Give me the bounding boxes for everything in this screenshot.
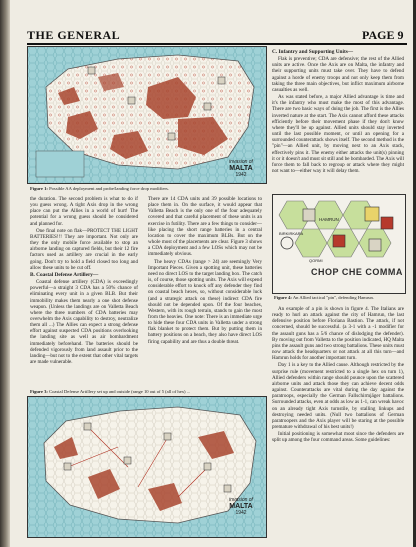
section-heading: C. Infantry and Supporting Units— <box>272 49 354 55</box>
article-column-3 <box>272 48 404 175</box>
figure-3-caption <box>30 389 265 394</box>
hex-label-hamrun: HAMRUN <box>319 217 339 222</box>
figure-1-map <box>27 46 267 184</box>
figure-4-caption <box>274 295 404 300</box>
paragraph: Day 1 is a key to the Allied cause. Although restricted by the surprise rule (movement restricted to a single hex on turn 1), Allied defenders within range should pounce upon the scattered airborne units and attack those they can achieve decent odds against. Counterattacks are vital during the day against the paratroops, especially the German Fallschirmjäger battalions. Surrounded attacks, even at odds as low as 1-1, can wreak havoc on an already tight Axis turnstile, by stalling linkups and destroying needed units. (Null two battalions of German paratroopers and the Axis player will be staring at the possible premature withdrawal of his best units!) <box>272 362 404 430</box>
figure-3-map <box>27 396 267 538</box>
caption-label: Figure 3: <box>30 389 48 394</box>
hex-label-qormi: QORMI <box>309 258 323 263</box>
paragraph: There are 14 CDA units and 39 possible locations to place them in. On the surface, it would appear that Valletta Beach is the only one of the four adequately covered and that careful placement of these units is an exercise in futility. There are a few things to consider—like placing the short range batteries in a central location to cover the maximum BLBs. But on the whole most of the placements are clear. Figure 3 shows a CDA deployment and a few LOSs which may not be immediately obvious. <box>148 196 262 258</box>
binding-edge <box>0 0 10 547</box>
article-column-3-continued <box>272 306 404 444</box>
paragraph: Coastal defense artillery (CDA) is exceedingly powerful—a straight 3 CDA has a 50% chance of eliminating every unit in a given BLB. But their immobility makes them nearly a one shot defense weapon. (Unless the landings are on Valletta Beach where the three numbers of CDA batteries may overwhelm the Axis capability to destroy, neutralize them all ...) The Allies can expect a strong defense effort against suspected CDA positions overlooking the landing site as well as air bombardment immediately beforehand. The batteries should be defended vigorously from land assault prior to the landing—but not to the extent that other vital targets are made vulnerable. <box>30 279 138 366</box>
caption-text: Possible AA deployment and probe/landing force drop modifiers. <box>49 186 169 191</box>
paragraph: The heavy CDAs (range > 24) are seemingly Very Important Pieces. Given a spotting unit, these batteries need no direct LOS to the target landing box. The catch is, of course, those spotting units. The Axis will expend considerable effort to knock off any defender they find on coastal beach hexes, so, without considerable luck (and a strategic attack on these) indirect CDA fire should not be depended upon. Of the four beaches, Western, with its rough terrain, stands to gain the most from the heavies. One note: There is an immediate urge to hide these four CDA units in Valletta under a strong flak blanket to protect them. But by putting them in battery positions on a beach, they also have direct LOS firing capability and are thus a double threat. <box>148 258 262 345</box>
page-header-title: THE GENERAL <box>27 28 121 42</box>
caption-text: An Allied tactical "pin", defending Hamrun. <box>292 295 374 300</box>
article-column-1 <box>30 196 138 366</box>
figure-3-title-stamp <box>218 497 264 516</box>
stamp-line: 1942 <box>235 172 247 178</box>
page-number: PAGE 9 <box>362 28 404 42</box>
stamp-line: invasion of <box>229 497 253 503</box>
paragraph: As was stated before, a major Allied advantage is time and it's the infantry who must make the most of this advantage. There are two basic ways of doing the job. The first is the Allies inverted nature at the start. The Axis cannot afford these attacks efficiently before their movement phase if they don't know where they'll be up against. Allied units should stay inverted until the last possible moment, or until an opening for a surrounded counterattack shows itself. The second method is the "pin"—an Allied unit, by moving next to an Axis stack, effectively pins it. The enemy either attacks the unit(s) pinning it or it doesn't and must sit still and be bombarded. The Axis will force them to fall back to regroup or attack where they might not want to—either way it will delay them. <box>272 94 404 174</box>
stamp-line: invasion of <box>229 159 253 165</box>
paragraph: Initial positioning is somewhat moot since the defenders are split up among the four command areas. Some guidelines: <box>272 431 404 444</box>
stamp-line: 1942 <box>235 510 247 516</box>
chop-che-comma-logo: CHOP CHE COMMA <box>311 267 403 277</box>
caption-label: Figure 4: <box>274 295 292 300</box>
hex-label-birkirkara: BIRKIRKARA <box>279 231 304 236</box>
paragraph: the duration. The second problem is what to do if you guess wrong. A tight Axis drop in the wrong place can put the Allies in a world of hurt! The potential for a wrong guess should be considered and planned for. <box>30 196 138 227</box>
figure-1-caption <box>30 186 265 191</box>
stamp-line: MALTA <box>229 165 253 172</box>
figure-4-map <box>272 194 406 294</box>
paragraph: Flak is preventive; CDA are defensive; the rest of the Allied units are active. Once the Axis are on Malta, the infantry and their supporting units must take over. They have to defend against a horde of enemy troops and not only keep them from taking the three main objectives, but inflict maximum airborne casualties as well. <box>272 56 404 93</box>
paragraph: An example of a pin is shown in figure 4. The Italians are ready to hurl an attack against the city of Hamrun, the last defensive position before Floriana Bastion. The attack, if not concerned, should be successful. (a 3-1 with a -1 modifier for the assault guns has a 5/6 chance of dislodging the defender). By moving out from Valletta to the position indicated, HQ Malta pins the assault guns and two strong battalions. These units must now attack the headquarters or not attack at all this turn—and Hamrun holds for another important turn. <box>272 306 404 362</box>
paragraph: One final note on flak—PROTECT THE LIGHT BATTERIES!!! They are important. Not only are they the only mobile force available to stop an airborne landing on captured fields, but their 12 fire factors used as artillery are crucial in the early going. Don't try to hold a field closed too long and allow these units to be cut off. <box>30 227 138 271</box>
caption-text: Coastal Defense Artillery set up and outside (range 10 out of 5 (all of hex) ... <box>49 389 191 394</box>
stamp-line: MALTA <box>229 503 253 510</box>
caption-label: Figure 1: <box>30 186 48 191</box>
article-column-2 <box>148 196 262 346</box>
section-heading: B. Coastal Defense Artillery— <box>30 271 99 278</box>
figure-1-title-stamp <box>218 159 264 178</box>
header-rule <box>27 43 407 45</box>
